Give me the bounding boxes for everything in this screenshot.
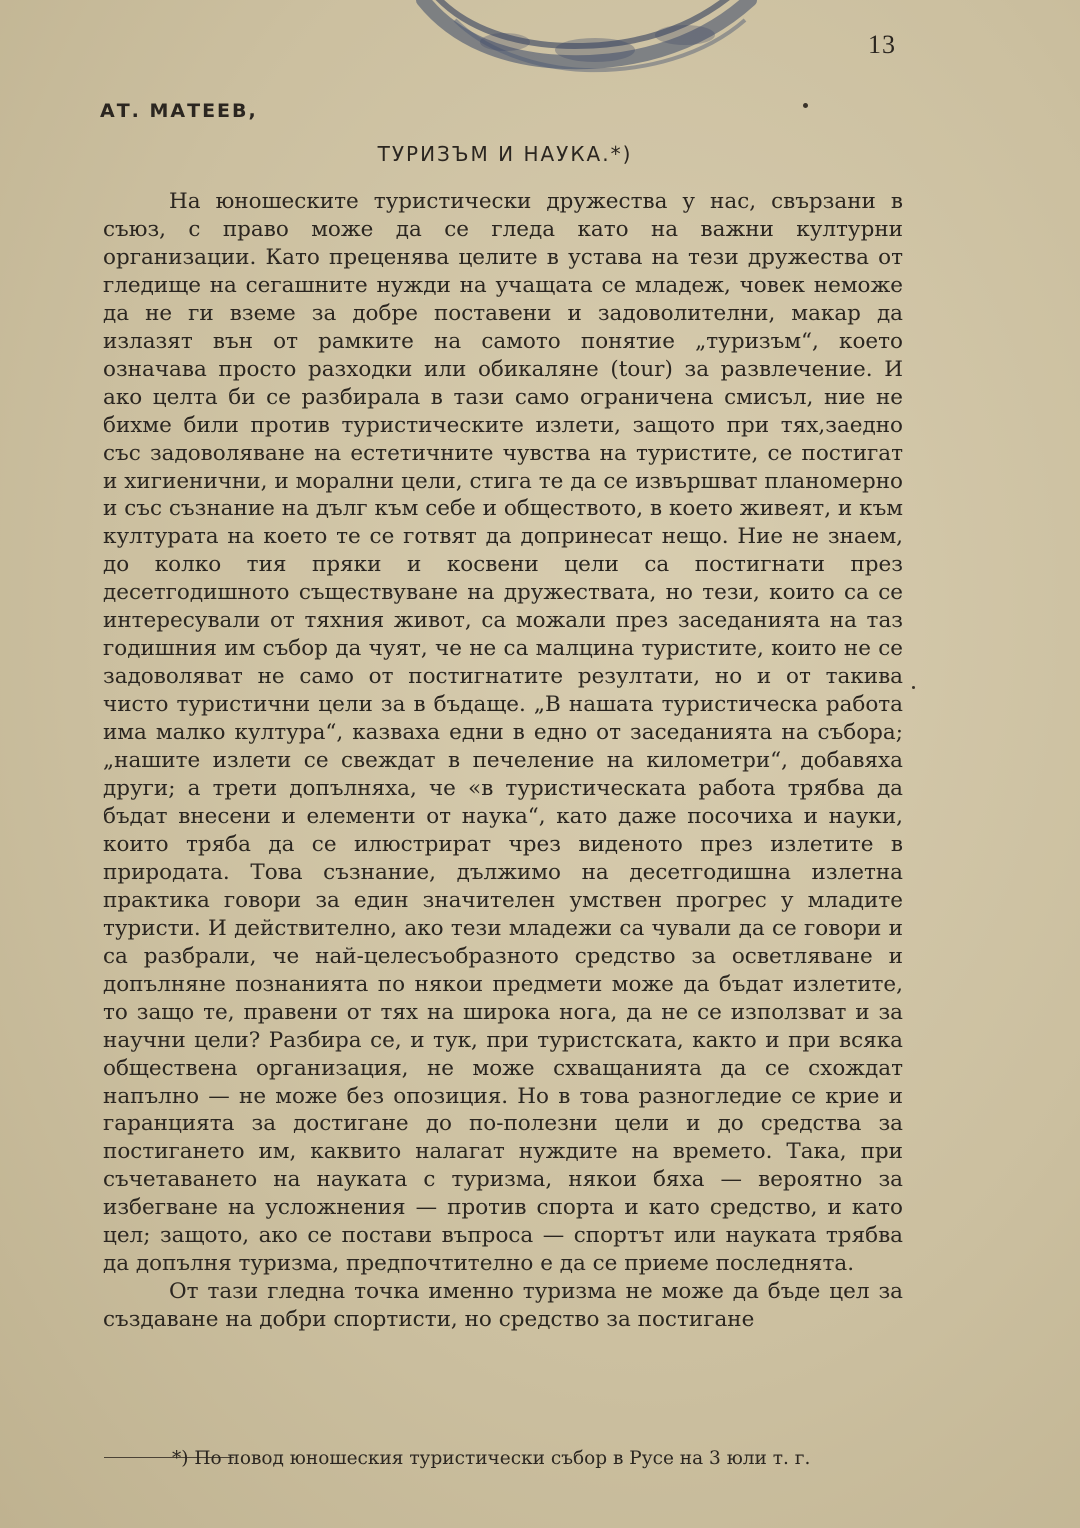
- author-name: АТ. МАТЕЕВ,: [100, 100, 258, 122]
- paragraph: На юношеските туристически дружества у нас, свързани в съюз, с право може да се гледа като на важни културни организации. Като преценява целите в устава на тези дружества от гледище на сегашните нужди на учащата се младеж, човек неможе да не ги вземе за добре поставени и задоволителни, макар да излазят вън от рамките на самото понятие „туризъм“, което означава просто разходки или обикаляне (tour) за развлечение. И ако целта би се разбирала в тази само ограничена смисъл, ние не бихме били против туристическите излети, защото при тях,заедно със задоволяване на естетичните чувства на туристите, се постигат и хигиенични, и морални цели, стига те да се извършват планомерно и със съзнание на дълг към себе и обществото, в което живеят, и към културата на което те се готвят да допринесат нещо. Ние не знаем, до колко тия пряки и косвени цели са постигнати през десетгодишното съществуване на дружествата, но тези, които са се интересували от тяхния живот, са можали през заседанията на таз годишния им събор да чуят, че не са малцина туристите, които не се задоволяват не само от постигнатите резултати, но и от такива чисто туристични цели за в бъдаще. „В нашата туристическа работа има малко култура“, казваха едни в едно от заседанията на събора; „нашите излети се свеждат в печеление на километри“, добавяха други; а трети допълняха, че «в туристическата работа трябва да бъдат внесени и елементи от наука“, като даже посочиха и науки, които тряба да се илюстрират чрез виденото през излетите в природата. Това съзнание, дължимо на десетгодишна излетна практика говори за един значителен умствен прогрес у младите туристи. И действително, ако тези младежи са чували да се говори и са разбрали, че най-целесъобразното средство за осветляване и допълняне познанията по някои предмети може да бъдат излетите, то защо те, правени от тях на широка нога, да не се използват и за научни цели? Разбира се, и тук, при туристската, както и при всяка обществена организация, не може схващанията да се схождат напълно — не може без опозиция. Но в това разногледие се крие и гаранцията за достигане до по-полезни цели и до средства за постигането им, каквито налагат нуждите на времето. Така, при съчетаването на науката с туризма, някои бяха — вероятно за избегване на усложнения — против спорта и като средство, и като цел; защото, ако се постави въпроса — спортът или науката трябва да допълня туризма, предпочтително е да се приеме последнята.: [103, 189, 903, 1277]
- article-body: [103, 188, 903, 1334]
- paper-speck: [912, 686, 915, 689]
- footnote: *) По повод юношеския туристически събор в Русе на 3 юли т. г.: [172, 1448, 811, 1469]
- ink-stamp: [415, 0, 760, 90]
- page-number: 13: [868, 30, 896, 59]
- paper-speck: [803, 103, 808, 108]
- article-title: ТУРИЗЪМ И НАУКА.*): [377, 142, 633, 166]
- paragraph: От тази гледна точка именно туризма не може да бъде цел за създаване на добри спортисти, но средство за постигане: [103, 1279, 903, 1333]
